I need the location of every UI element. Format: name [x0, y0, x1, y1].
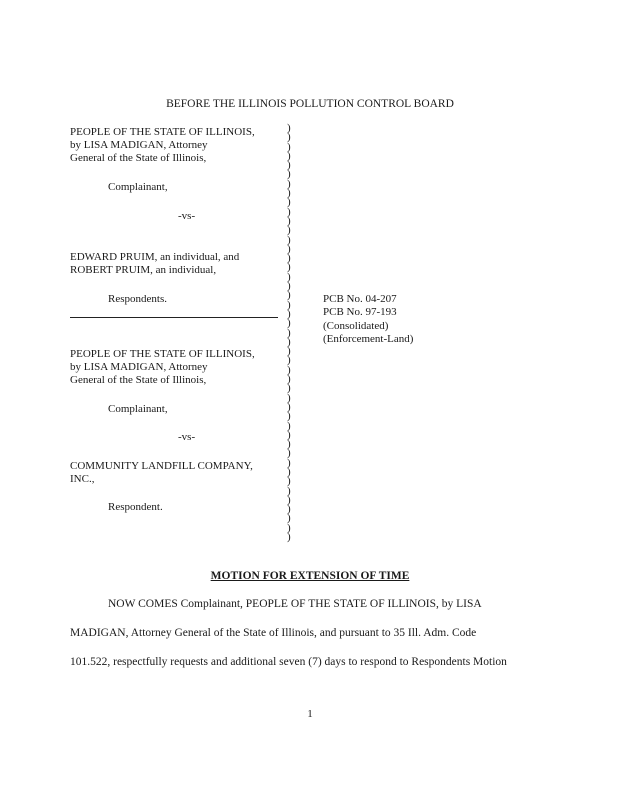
case1-party-line3: General of the State of Illinois,: [70, 152, 207, 164]
case2-respondent-line2: INC.,: [70, 473, 95, 485]
case1-respondent-line1: EDWARD PRUIM, an individual, and: [70, 251, 240, 263]
case2-party-line1: PEOPLE OF THE STATE OF ILLINOIS,: [70, 348, 255, 360]
caption-parenthesis-column: ) ) ) ) ) ) ) ) ) ) ) ) ) ) ) ) ) ) ) ) ) ) ) ) ) ) ) ) ) ) ) ) ) ) ) ) ) ) ) ) ) ) ) ) ): [287, 122, 291, 544]
case-type-label: (Enforcement-Land): [323, 333, 414, 345]
case-consolidated-label: (Consolidated): [323, 320, 389, 332]
case2-versus: -vs-: [178, 431, 196, 443]
case1-complainant-label: Complainant,: [108, 181, 168, 193]
body-line-3: 101.522, respectfully requests and additional seven (7) days to respond to Respondents Motion: [70, 656, 507, 668]
case2-complainant-label: Complainant,: [108, 403, 168, 415]
case1-respondents-label: Respondents.: [108, 293, 167, 305]
case1-respondent-line2: ROBERT PRUIM, an individual,: [70, 264, 217, 276]
case1-party-line2: by LISA MADIGAN, Attorney: [70, 139, 208, 151]
case2-respondent-line1: COMMUNITY LANDFILL COMPANY,: [70, 460, 253, 472]
case-number-2: PCB No. 97-193: [323, 306, 397, 318]
case2-party-line2: by LISA MADIGAN, Attorney: [70, 361, 208, 373]
case2-respondent-label: Respondent.: [108, 501, 163, 513]
motion-title: MOTION FOR EXTENSION OF TIME: [210, 570, 410, 582]
body-line-1: NOW COMES Complainant, PEOPLE OF THE STATE OF ILLINOIS, by LISA: [108, 598, 482, 610]
case1-versus: -vs-: [178, 210, 196, 222]
caption-divider: [70, 317, 278, 318]
case-number-1: PCB No. 04-207: [323, 293, 397, 305]
case1-party-line1: PEOPLE OF THE STATE OF ILLINOIS,: [70, 126, 255, 138]
document-heading: BEFORE THE ILLINOIS POLLUTION CONTROL BOARD: [166, 98, 454, 110]
case2-party-line3: General of the State of Illinois,: [70, 374, 207, 386]
body-line-2: MADIGAN, Attorney General of the State of Illinois, and pursuant to 35 Ill. Adm. Code: [70, 627, 477, 639]
page-number: 1: [307, 708, 313, 720]
